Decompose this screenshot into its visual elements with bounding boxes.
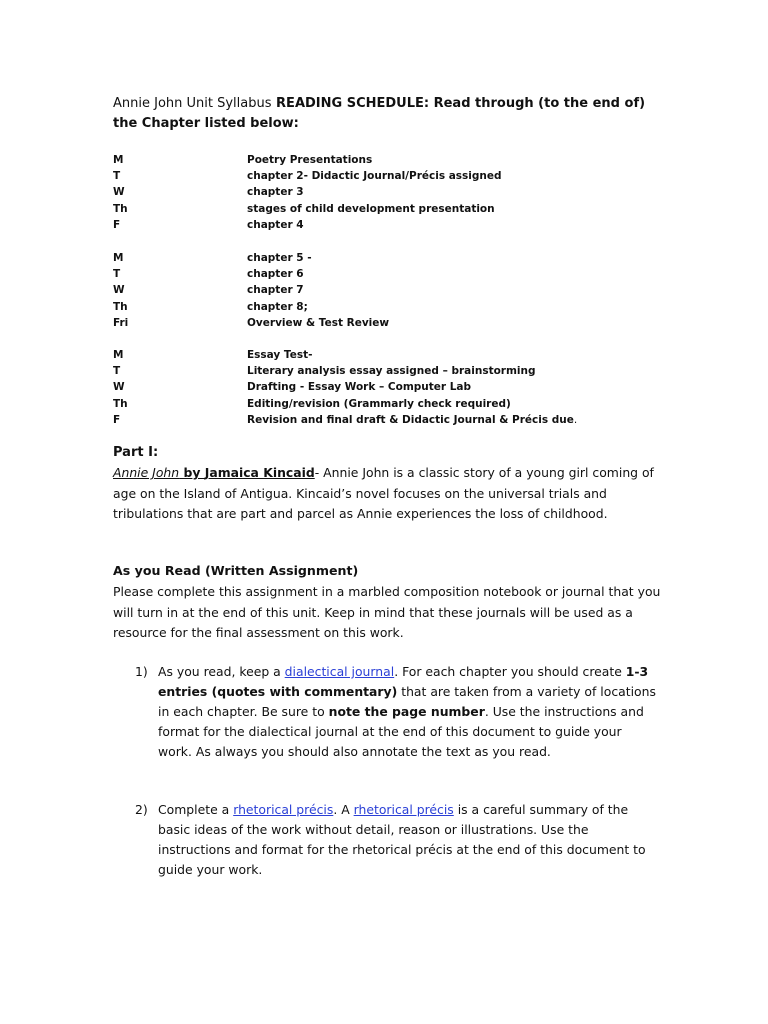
schedule-row: M Essay Test- (113, 349, 313, 361)
book-title: Annie John (113, 465, 180, 480)
rhetorical-precis-link[interactable]: rhetorical précis (353, 802, 454, 817)
schedule-week-1 (113, 152, 673, 233)
schedule-week-3 (113, 347, 673, 428)
schedule-row: T chapter 2- Didactic Journal/Précis assigned (113, 170, 502, 183)
schedule-row: Th Editing/revision (Grammarly check required) (113, 397, 511, 410)
as-you-read-heading: As you Read (Written Assignment) (113, 563, 359, 578)
schedule-row: W chapter 7 (113, 284, 304, 297)
book-by: by (179, 465, 205, 480)
schedule-row: Fri Overview & Test Review (113, 316, 390, 329)
part-1-text: - Annie John is a classic story of a young girl coming of age on the Island of Antigua. Kincaid’s novel focuses on the universal trials and tribulations that are part and parcel as Annie experiences the loss of childhood. (113, 465, 654, 521)
book-author: Jamaica Kincaid (204, 465, 315, 480)
schedule-row: M chapter 5 - (113, 252, 312, 264)
schedule-row: M Poetry Presentations (113, 154, 373, 166)
part-1-paragraph (113, 463, 661, 525)
schedule-row: T Literary analysis essay assigned – brainstorming (113, 365, 536, 378)
schedule-row: Th chapter 8; (113, 300, 308, 313)
part-1-heading: Part I: (113, 445, 159, 460)
schedule-row: Th stages of child development presentation (113, 202, 495, 215)
assignment-item-1: 1) As you read, keep a dialectical journal. For each chapter you should create 1-3 entries (quotes with commentary) that are taken from a variety of locations in each chapter. Be sure to note the page number. Use the instructions and format for the dialectical journal at the end of this document to guide your work. As always you should also annotate the text as you read. (135, 664, 656, 759)
schedule-row: W Drafting - Essay Work – Computer Lab (113, 381, 472, 394)
title-reading-schedule: READING SCHEDULE: Read through (to the end of) the Chapter listed below: (113, 96, 646, 131)
item-number: 1) (135, 664, 148, 679)
rhetorical-precis-link[interactable]: rhetorical précis (233, 802, 334, 817)
page-title (113, 94, 673, 134)
dialectical-journal-link[interactable]: dialectical journal (284, 664, 395, 679)
schedule-row: F chapter 4 (113, 218, 304, 231)
schedule-row: W chapter 3 (113, 186, 304, 199)
as-you-read-paragraph: Please complete this assignment in a marbled composition notebook or journal that you will turn in at the end of this unit. Keep in mind that these journals will be used as a resource for the final assessment on this work. (113, 584, 661, 640)
schedule-row: F Revision and final draft & Didactic Journal & Précis due. (113, 413, 578, 426)
assignment-item-2: 2) Complete a rhetorical précis. A rhetorical précis is a careful summary of the basic ideas of the work without detail, reason or illustrations. Use the instructions and format for the rhetorical précis at the end of this document to guide your work. (135, 802, 646, 877)
schedule-row: T chapter 6 (113, 268, 304, 281)
title-unit: Annie John Unit Syllabus (113, 96, 272, 111)
item-number: 2) (135, 802, 148, 817)
schedule-week-2 (113, 250, 673, 331)
